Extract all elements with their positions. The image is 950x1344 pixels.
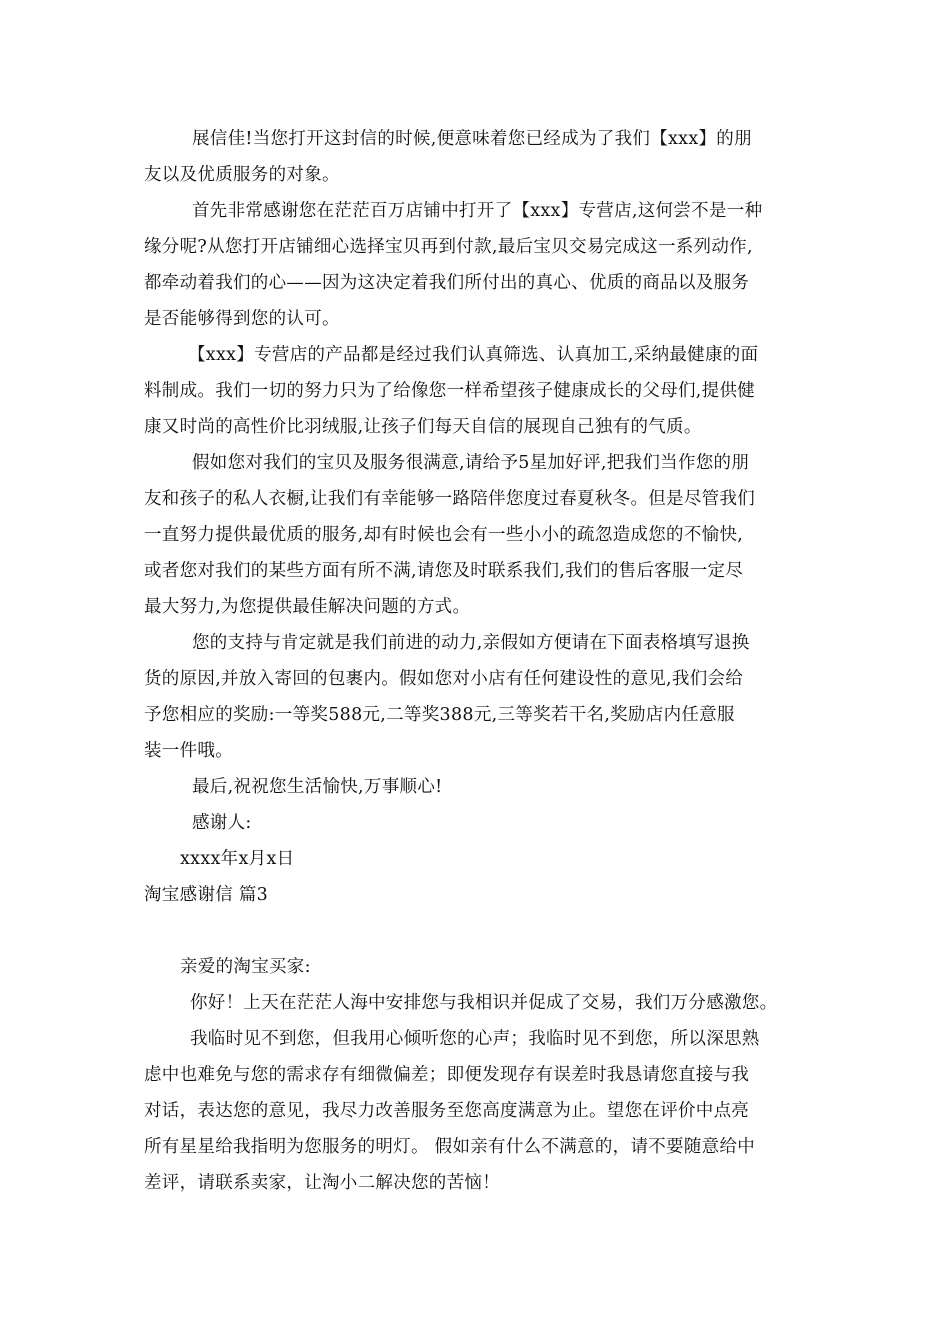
paragraph-line: 所有星星给我指明为您服务的明灯。 假如亲有什么不满意的，请不要随意给中 bbox=[144, 1137, 756, 1157]
paragraph-line: 差评，请联系卖家，让淘小二解决您的苦恼！ bbox=[144, 1173, 500, 1193]
paragraph-line: 料制成。我们一切的努力只为了给像您一样希望孩子健康成长的父母们,提供健 bbox=[144, 381, 756, 401]
paragraph-line: 货的原因,并放入寄回的包裹内。假如您对小店有任何建设性的意见,我们会给 bbox=[144, 669, 744, 689]
signer-line: 感谢人: bbox=[192, 813, 252, 833]
paragraph-line: 友以及优质服务的对象。 bbox=[144, 165, 340, 185]
paragraph-line: 装一件哦。 bbox=[144, 741, 233, 761]
paragraph-line: 都牵动着我们的心——因为这决定着我们所付出的真心、优质的商品以及服务 bbox=[144, 273, 750, 293]
paragraph-line: 我临时见不到您，但我用心倾听您的心声；我临时见不到您，所以深思熟 bbox=[190, 1029, 760, 1049]
paragraph-line: 是否能够得到您的认可。 bbox=[144, 309, 340, 329]
date-line: xxxx年x月x日 bbox=[180, 849, 295, 869]
paragraph-line: 【xxx】专营店的产品都是经过我们认真筛选、认真加工,采纳最健康的面 bbox=[188, 345, 759, 365]
paragraph-line: 康又时尚的高性价比羽绒服,让孩子们每天自信的展现自己独有的气质。 bbox=[144, 417, 702, 437]
paragraph-line: 最大努力,为您提供最佳解决问题的方式。 bbox=[144, 597, 471, 617]
closing-line: 最后,祝祝您生活愉快,万事顺心! bbox=[192, 777, 443, 797]
paragraph-line: 虑中也难免与您的需求存有细微偏差；即便发现存有误差时我恳请您直接与我 bbox=[144, 1065, 750, 1085]
section-heading: 淘宝感谢信 篇3 bbox=[144, 885, 269, 905]
paragraph-line: 友和孩子的私人衣橱,让我们有幸能够一路陪伴您度过春夏秋冬。但是尽管我们 bbox=[144, 489, 756, 509]
paragraph-line: 或者您对我们的某些方面有所不满,请您及时联系我们,我们的售后客服一定尽 bbox=[144, 561, 744, 581]
paragraph-line: 你好！上天在茫茫人海中安排您与我相识并促成了交易，我们万分感激您。 bbox=[190, 993, 778, 1013]
paragraph-line: 予您相应的奖励:一等奖588元,二等奖388元,三等奖若干名,奖励店内任意服 bbox=[144, 705, 735, 725]
paragraph-line: 一直努力提供最优质的服务,却有时候也会有一些小小的疏忽造成您的不愉快, bbox=[144, 525, 744, 545]
paragraph-line: 对话，表达您的意见，我尽力改善服务至您高度满意为止。望您在评价中点亮 bbox=[144, 1101, 750, 1121]
paragraph-line: 展信佳!当您打开这封信的时候,便意味着您已经成为了我们【xxx】的朋 bbox=[192, 129, 752, 149]
paragraph-line: 缘分呢?从您打开店铺细心选择宝贝再到付款,最后宝贝交易完成这一系列动作, bbox=[144, 237, 753, 257]
paragraph-line: 假如您对我们的宝贝及服务很满意,请给予5星加好评,把我们当作您的朋 bbox=[192, 453, 750, 473]
paragraph-line: 首先非常感谢您在茫茫百万店铺中打开了【xxx】专营店,这何尝不是一种 bbox=[192, 201, 763, 221]
paragraph-line: 您的支持与肯定就是我们前进的动力,亲假如方便请在下面表格填写退换 bbox=[192, 633, 750, 653]
salutation: 亲爱的淘宝买家: bbox=[180, 957, 311, 977]
